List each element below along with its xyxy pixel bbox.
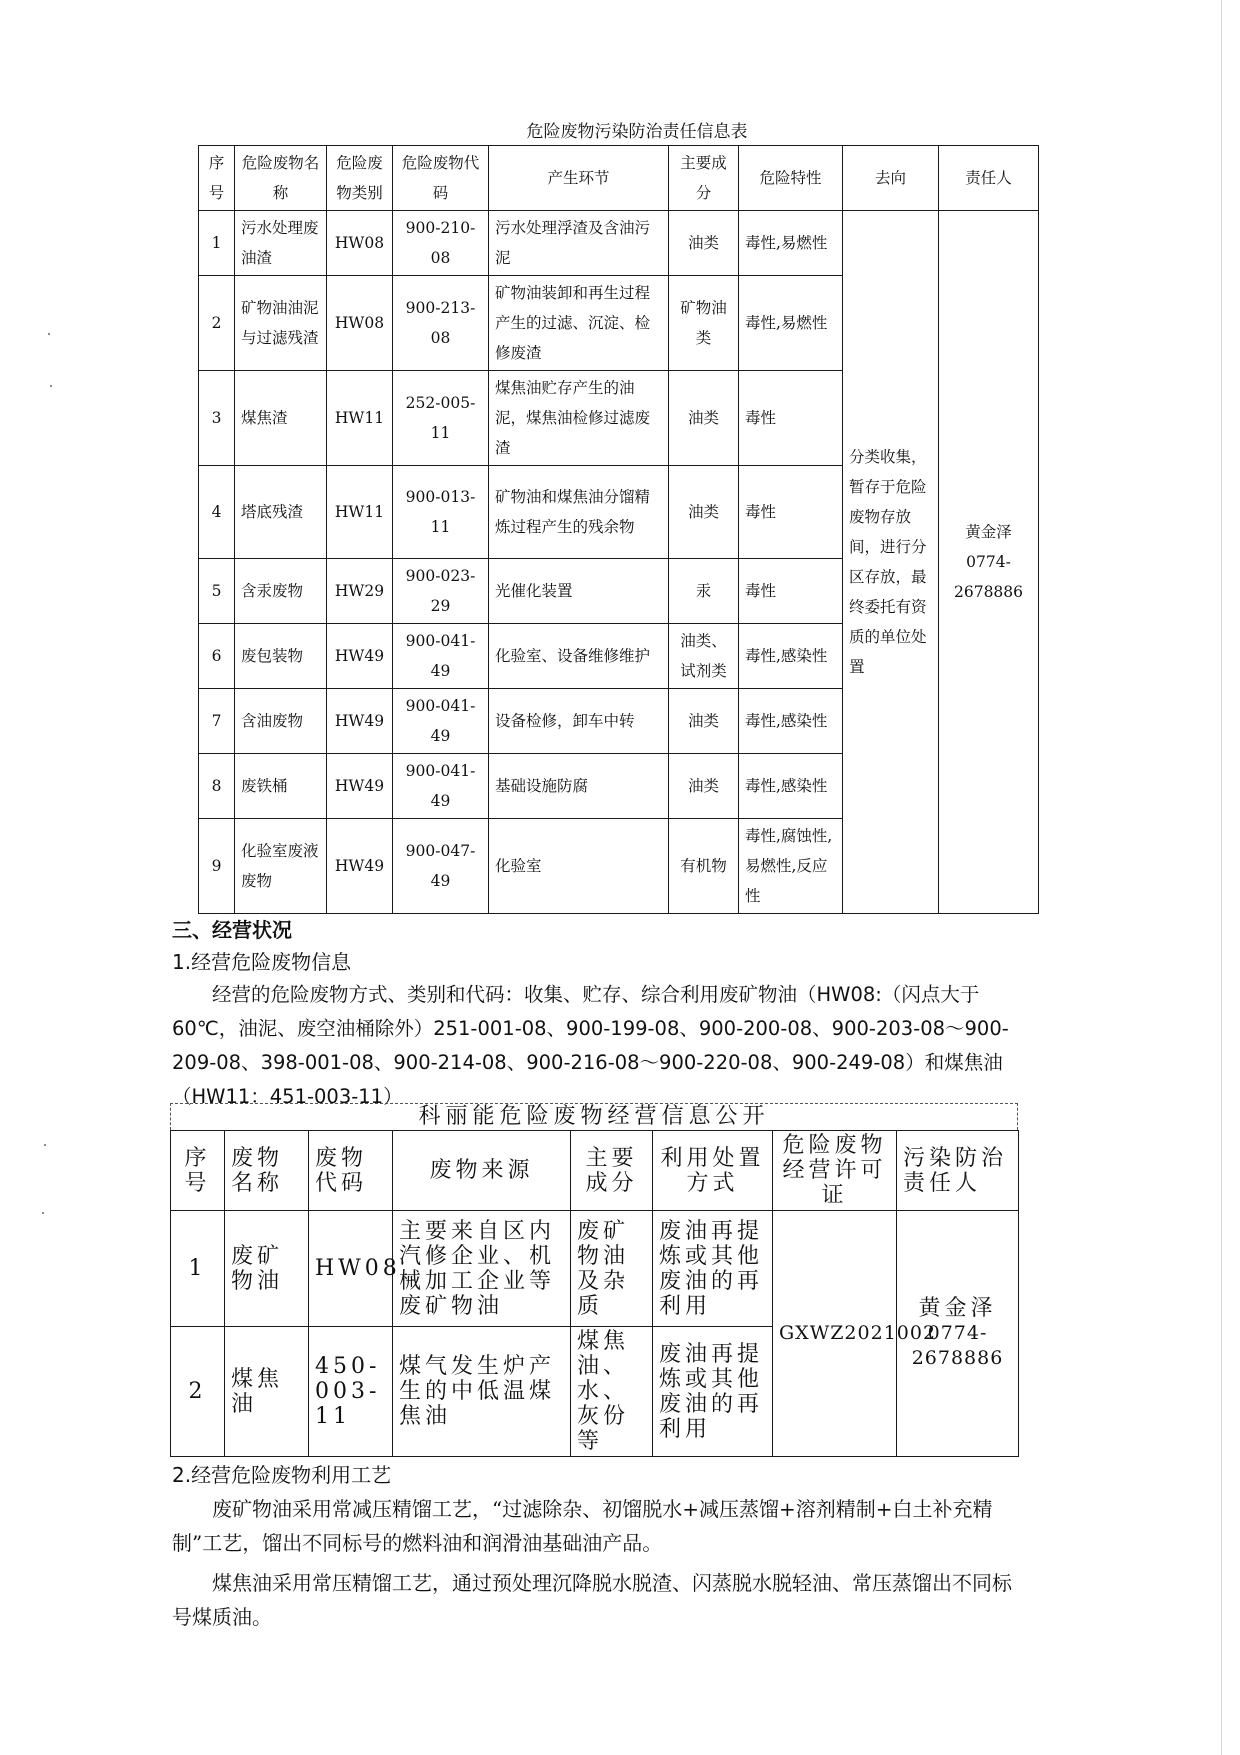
table1-header-row bbox=[199, 146, 1039, 211]
row-main-component: 煤焦油、水、灰份等 bbox=[571, 1327, 653, 1457]
row-treatment-method: 废油再提炼或其他废油的再利用 bbox=[653, 1211, 773, 1327]
row-hazard: 毒性,感染性 bbox=[739, 754, 843, 819]
header-waste-name: 废物名称 bbox=[225, 1131, 309, 1211]
destination-text: 分类收集，暂存于危险废物存放间，进行分区存放，最终委托有资质的单位处置 bbox=[849, 448, 927, 676]
header-seq: 序号 bbox=[171, 1131, 225, 1211]
row-waste-name: 废铁桶 bbox=[235, 754, 327, 819]
table-row bbox=[171, 1211, 1019, 1327]
row-waste-code: 252-005-11 bbox=[393, 371, 489, 466]
header-hazard: 危险特性 bbox=[739, 146, 843, 211]
row-seq: 2 bbox=[199, 276, 235, 371]
coal-tar-process-paragraph: 煤焦油采用常压精馏工艺，通过预处理沉降脱水脱渣、闪蒸脱水脱轻油、常压蒸馏出不同标号煤质油。 bbox=[172, 1571, 1012, 1629]
row-waste-code: 450-003-11 bbox=[309, 1327, 393, 1457]
header-waste-code: 废物代码 bbox=[309, 1131, 393, 1211]
row-treatment-method: 废油再提炼或其他废油的再利用 bbox=[653, 1327, 773, 1457]
row-main-component: 油类 bbox=[669, 689, 739, 754]
row-waste-source: 煤气发生炉产生的中低温煤焦油 bbox=[393, 1327, 571, 1457]
row-seq: 6 bbox=[199, 624, 235, 689]
row-seq: 8 bbox=[199, 754, 235, 819]
row-waste-category: HW49 bbox=[327, 689, 393, 754]
responsible-person-phone-number: 2678886 bbox=[953, 583, 1024, 601]
row-hazard: 毒性,易燃性 bbox=[739, 211, 843, 276]
header-waste-name: 危险废物名称 bbox=[235, 146, 327, 211]
row-seq: 5 bbox=[199, 559, 235, 624]
row-main-component: 废矿物油及杂质 bbox=[571, 1211, 653, 1327]
row-waste-code: 900-013-11 bbox=[393, 466, 489, 559]
row-waste-category: HW11 bbox=[327, 371, 393, 466]
row-waste-name: 废包装物 bbox=[235, 624, 327, 689]
header-destination: 去向 bbox=[843, 146, 939, 211]
table-row bbox=[199, 211, 1039, 276]
responsible-person-phone-prefix: 0774- bbox=[966, 553, 1011, 571]
business-info-table bbox=[170, 1130, 1019, 1457]
pollution-responsible-name: 黄金泽 bbox=[918, 1296, 997, 1321]
row-waste-category: HW49 bbox=[327, 819, 393, 914]
row-seq: 1 bbox=[199, 211, 235, 276]
waste-responsibility-table bbox=[198, 145, 1039, 914]
row-waste-name: 污水处理废油渣 bbox=[235, 211, 327, 276]
row-waste-source: 主要来自区内汽修企业、机械加工企业等废矿物油 bbox=[393, 1211, 571, 1327]
row-waste-code: 900-023-29 bbox=[393, 559, 489, 624]
row-generation-stage: 煤焦油贮存产生的油泥，煤焦油检修过滤废渣 bbox=[489, 371, 669, 466]
row-main-component: 汞 bbox=[669, 559, 739, 624]
subsection-title-1: 1.经营危险废物信息 bbox=[172, 950, 352, 974]
business-license-cell: GXWZ2021002 bbox=[773, 1211, 897, 1457]
row-waste-category: HW08 bbox=[327, 211, 393, 276]
row-seq: 1 bbox=[171, 1211, 225, 1327]
table2-header-row bbox=[171, 1131, 1019, 1211]
row-main-component: 油类 bbox=[669, 466, 739, 559]
row-generation-stage: 污水处理浮渣及含油污泥 bbox=[489, 211, 669, 276]
row-generation-stage: 光催化装置 bbox=[489, 559, 669, 624]
scan-speck bbox=[42, 1212, 44, 1214]
subsection-title-2: 2.经营危险废物利用工艺 bbox=[172, 1463, 392, 1487]
responsible-person-name: 黄金泽 bbox=[965, 523, 1012, 541]
row-waste-name: 矿物油油泥与过滤残渣 bbox=[235, 276, 327, 371]
row-waste-name: 塔底残渣 bbox=[235, 466, 327, 559]
row-seq: 9 bbox=[199, 819, 235, 914]
row-main-component: 油类、试剂类 bbox=[669, 624, 739, 689]
row-seq: 7 bbox=[199, 689, 235, 754]
row-generation-stage: 基础设施防腐 bbox=[489, 754, 669, 819]
row-hazard: 毒性,易燃性 bbox=[739, 276, 843, 371]
scan-speck bbox=[48, 333, 50, 335]
row-waste-code: HW08 bbox=[309, 1211, 393, 1327]
row-waste-code: 900-047-49 bbox=[393, 819, 489, 914]
waste-oil-process-paragraph: 废矿物油采用常减压精馏工艺，“过滤除杂、初馏脱水+减压蒸馏+溶剂精制+白土补充精制”工艺，馏出不同标号的燃料油和润滑油基础油产品。 bbox=[172, 1497, 993, 1555]
row-main-component: 有机物 bbox=[669, 819, 739, 914]
header-generation-stage: 产生环节 bbox=[489, 146, 669, 211]
row-waste-code: 900-041-49 bbox=[393, 689, 489, 754]
destination-cell bbox=[843, 211, 939, 914]
row-generation-stage: 设备检修，卸车中转 bbox=[489, 689, 669, 754]
row-hazard: 毒性,腐蚀性,易燃性,反应性 bbox=[739, 819, 843, 914]
row-hazard: 毒性,感染性 bbox=[739, 689, 843, 754]
row-waste-code: 900-213-08 bbox=[393, 276, 489, 371]
row-seq: 2 bbox=[171, 1327, 225, 1457]
scan-speck bbox=[44, 1144, 46, 1146]
row-generation-stage: 矿物油和煤焦油分馏精炼过程产生的残余物 bbox=[489, 466, 669, 559]
row-main-component: 油类 bbox=[669, 211, 739, 276]
row-waste-category: HW49 bbox=[327, 624, 393, 689]
row-main-component: 油类 bbox=[669, 754, 739, 819]
responsible-person-cell bbox=[939, 211, 1039, 914]
table2-title: 科丽能危险废物经营信息公开 bbox=[170, 1103, 1018, 1130]
row-seq: 3 bbox=[199, 371, 235, 466]
row-waste-name: 含汞废物 bbox=[235, 559, 327, 624]
header-waste-code: 危险废物代码 bbox=[393, 146, 489, 211]
header-waste-category: 危险废物类别 bbox=[327, 146, 393, 211]
header-seq: 序号 bbox=[199, 146, 235, 211]
row-waste-name: 含油废物 bbox=[235, 689, 327, 754]
row-waste-category: HW11 bbox=[327, 466, 393, 559]
row-hazard: 毒性 bbox=[739, 466, 843, 559]
header-main-component: 主要成分 bbox=[571, 1131, 653, 1211]
row-hazard: 毒性 bbox=[739, 559, 843, 624]
header-treatment-method: 利用处置方式 bbox=[653, 1131, 773, 1211]
row-hazard: 毒性 bbox=[739, 371, 843, 466]
row-hazard: 毒性,感染性 bbox=[739, 624, 843, 689]
row-waste-code: 900-041-49 bbox=[393, 624, 489, 689]
row-main-component: 油类 bbox=[669, 371, 739, 466]
section-heading: 三、经营状况 bbox=[172, 918, 292, 942]
row-waste-name: 废矿物油 bbox=[225, 1211, 309, 1327]
header-waste-source: 废物来源 bbox=[393, 1131, 571, 1211]
row-waste-code: 900-041-49 bbox=[393, 754, 489, 819]
row-generation-stage: 化验室 bbox=[489, 819, 669, 914]
row-waste-name: 煤焦渣 bbox=[235, 371, 327, 466]
business-scope-paragraph: 经营的危险废物方式、类别和代码：收集、贮存、综合利用废矿物油（HW08:（闪点大于 60℃，油泥、废空油桶除外）251-001-08、900-199-08、900-200-08、900-203-08～900-209-08、398-001-08、900-214-08、900-216-08～900-220-08、900-249-08）和煤焦油（HW11：451-003-11） bbox=[172, 983, 1009, 1108]
row-generation-stage: 矿物油装卸和再生过程产生的过滤、沉淀、检修废渣 bbox=[489, 276, 669, 371]
row-main-component: 矿物油类 bbox=[669, 276, 739, 371]
row-waste-name: 煤焦油 bbox=[225, 1327, 309, 1457]
row-waste-category: HW49 bbox=[327, 754, 393, 819]
row-waste-name: 化验室废液废物 bbox=[235, 819, 327, 914]
row-waste-code: 900-210-08 bbox=[393, 211, 489, 276]
scan-speck bbox=[50, 385, 52, 387]
row-waste-category: HW29 bbox=[327, 559, 393, 624]
header-business-license: 危险废物经营许可证 bbox=[773, 1131, 897, 1211]
header-responsible-person: 责任人 bbox=[939, 146, 1039, 211]
header-main-component: 主要成分 bbox=[669, 146, 739, 211]
table1-caption: 危险废物污染防治责任信息表 bbox=[526, 122, 748, 142]
pollution-responsible-phone: 0774-2678886 bbox=[911, 1322, 1004, 1369]
row-generation-stage: 化验室、设备维修维护 bbox=[489, 624, 669, 689]
page-edge-line bbox=[1221, 0, 1222, 1755]
row-waste-category: HW08 bbox=[327, 276, 393, 371]
row-seq: 4 bbox=[199, 466, 235, 559]
header-pollution-responsible: 污染防治责任人 bbox=[897, 1131, 1019, 1211]
